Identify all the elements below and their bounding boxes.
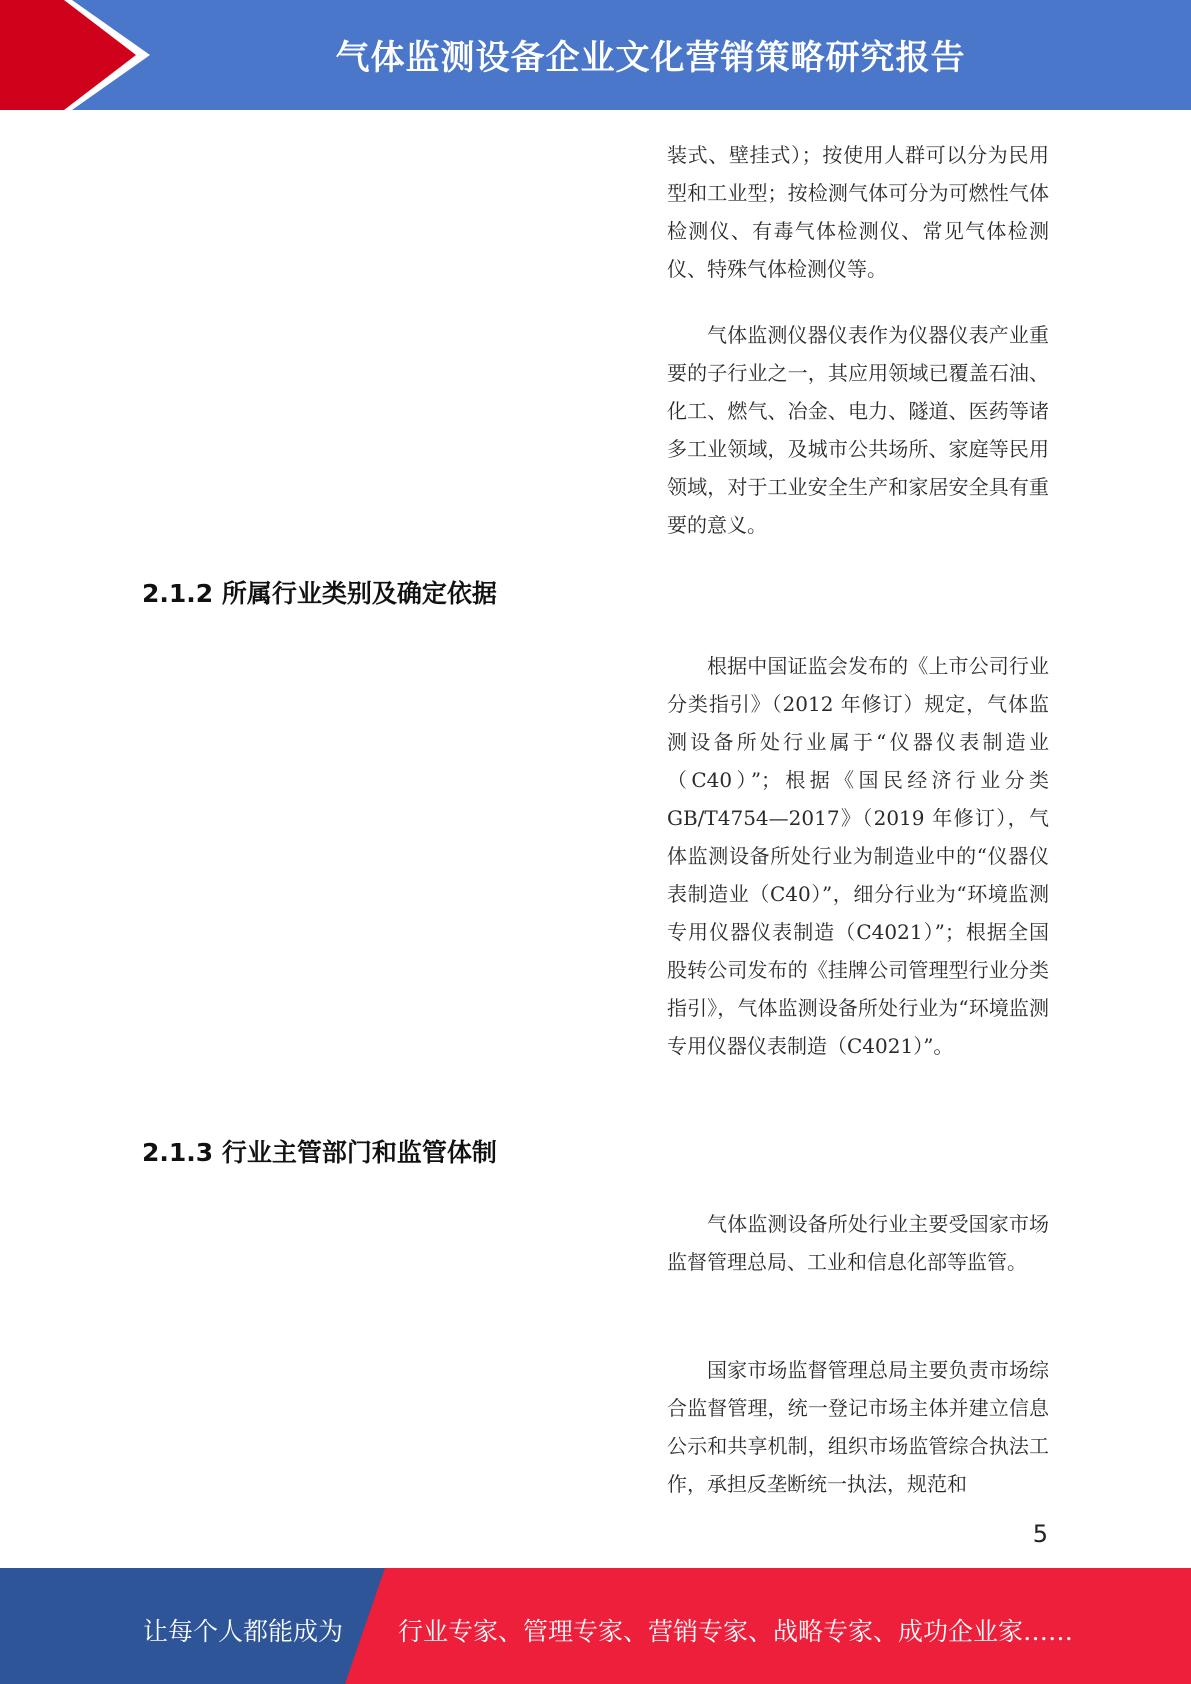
paragraph-application-fields: 气体监测仪器仪表作为仪器仪表产业重要的子行业之一，其应用领域已覆盖石油、化工、燃气、冶金、电力、隧道、医药等诸多工业领域，及城市公共场所、家庭等民用领域，对于工业安全生产和家居安全具有重要的意义。 bbox=[667, 323, 1049, 537]
footer-slogan-left: 让每个人都能成为 bbox=[143, 1617, 344, 1646]
report-title: 气体监测设备企业文化营销策略研究报告 bbox=[335, 38, 966, 78]
page-header bbox=[0, 0, 1191, 110]
paragraph-classification-continued: 装式、壁挂式）；按使用人群可以分为民用型和工业型；按检测气体可分为可燃性气体检测仪、有毒气体检测仪、常见气体检测仪、特殊气体检测仪等。 bbox=[667, 143, 1049, 281]
footer-slogan-right: 行业专家、管理专家、营销专家、战略专家、成功企业家…… bbox=[398, 1617, 1074, 1646]
page-footer bbox=[0, 1568, 1191, 1684]
paragraph-regulators: 气体监测设备所处行业主要受国家市场监督管理总局、工业和信息化部等监管。 bbox=[667, 1212, 1049, 1274]
page-number: 5 bbox=[1032, 1520, 1048, 1548]
section-heading-2-1-2: 2.1.2 所属行业类别及确定依据 bbox=[142, 579, 497, 608]
header-arrow-decoration bbox=[0, 0, 160, 110]
section-heading-2-1-3: 2.1.3 行业主管部门和监管体制 bbox=[142, 1138, 497, 1167]
paragraph-industry-classification: 根据中国证监会发布的《上市公司行业分类指引》（2012 年修订）规定，气体监测设备所处行业属于“仪器仪表制造业（C40）”；根据《国民经济行业分类 GB/T4754—2017》（2019 年修订），气体监测设备所处行业为制造业中的“仪器仪表制造业（C40）”，细分行业为“环境监测专用仪器仪表制造（C4021）”；根据全国股转公司发布的《挂牌公司管理型行业分类指引》，气体监测设备所处行业为“环境监测专用仪器仪表制造（C4021）”。 bbox=[667, 654, 1049, 1058]
paragraph-samr-duties: 国家市场监督管理总局主要负责市场综合监督管理，统一登记市场主体并建立信息公示和共享机制，组织市场监管综合执法工作，承担反垄断统一执法，规范和 bbox=[667, 1358, 1049, 1496]
